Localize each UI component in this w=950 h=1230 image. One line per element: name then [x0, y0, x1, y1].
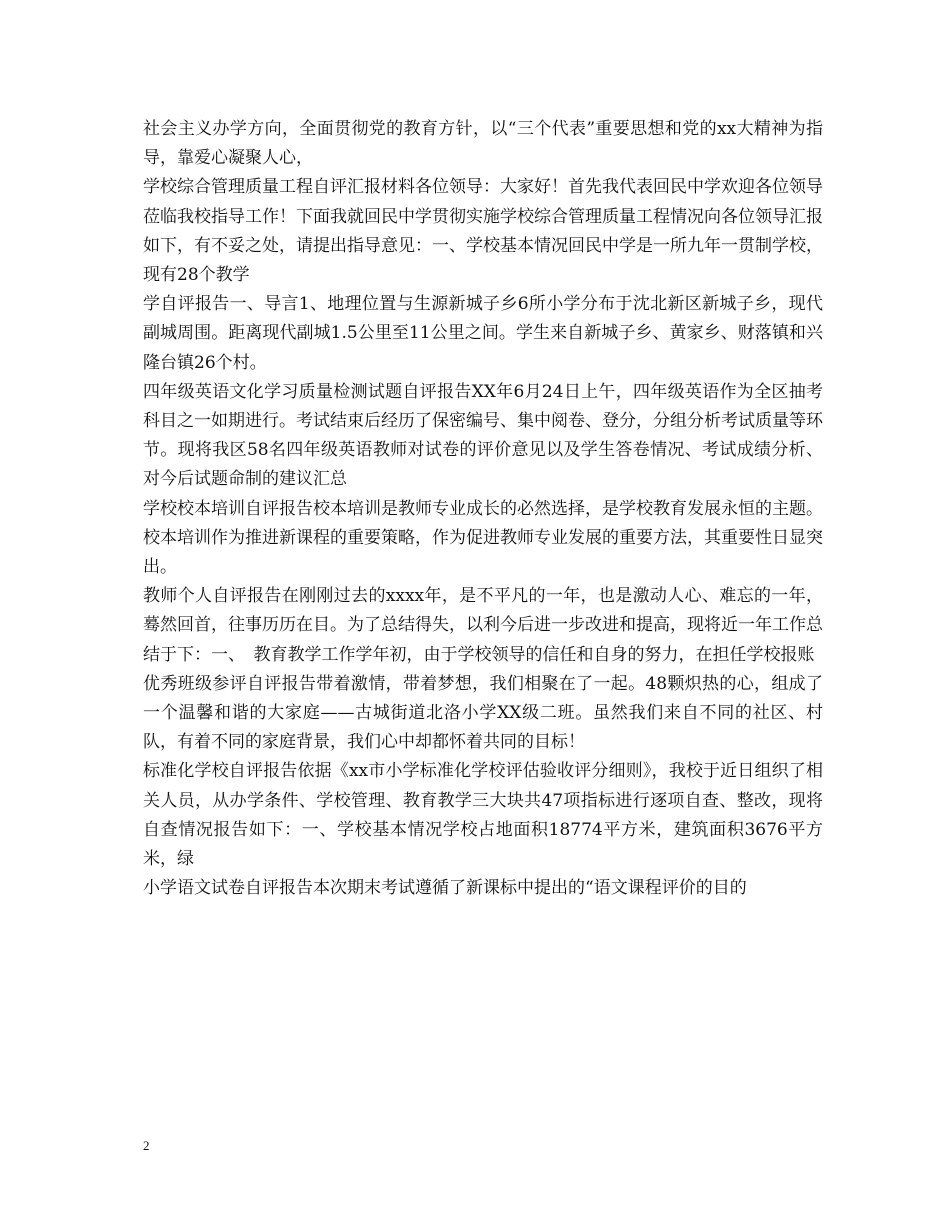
paragraph-1: 社会主义办学方向，全面贯彻党的教育方针，以“三个代表”重要思想和党的xx大精神为指导，靠爱心凝聚人心， [143, 119, 823, 169]
paragraph-2: 学校综合管理质量工程自评汇报材料各位领导：大家好！首先我代表回民中学欢迎各位领导莅临我校指导工作！下面我就回民中学贯彻实施学校综合管理质量工程情况向各位领导汇报如下，有不妥之处，请提出指导意见：一、学校基本情况回民中学是一所九年一贯制学校，现有28个教学 [143, 177, 823, 286]
paragraph-9: 小学语文试卷自评报告本次期末考试遵循了新课标中提出的“语文课程评价的目的 [143, 878, 747, 899]
paragraph-4: 四年级英语文化学习质量检测试题自评报告XX年6月24日上午，四年级英语作为全区抽考科目之一如期进行。考试结束后经历了保密编号、集中阅卷、登分，分组分析考试质量等环节。现将我区58名四年级英语教师对试卷的评价意见以及学生答卷情况、考试成绩分析、对今后试题命制的建议汇总 [143, 381, 823, 490]
page-number: 2 [143, 1138, 150, 1153]
paragraph-5: 学校校本培训自评报告校本培训是教师专业成长的必然选择，是学校教育发展永恒的主题。校本培训作为推进新课程的重要策略，作为促进教师专业发展的重要方法，其重要性日显突出。 [143, 498, 823, 578]
paragraph-3: 学自评报告一、导言1、地理位置与生源新城子乡6所小学分布于沈北新区新城子乡，现代副城周围。距离现代副城1.5公里至11公里之间。学生来自新城子乡、黄家乡、财落镇和兴隆台镇26个村。 [143, 294, 823, 373]
paragraph-7: 优秀班级参评自评报告带着激情，带着梦想，我们相聚在了一起。48颗炽热的心，组成了一个温馨和谐的大家庭——古城街道北洛小学XX级二班。虽然我们来自不同的社区、村队，有着不同的家庭背景，我们心中却都怀着共同的目标！ [143, 673, 823, 753]
paragraph-6: 教师个人自评报告在刚刚过去的xxxx年，是不平凡的一年，也是激动人心、难忘的一年，蓦然回首，往事历历在目。为了总结得失，以利今后进一步改进和提高，现将近一年工作总结于下：一、 教育教学工作学年初，由于学校领导的信任和自身的努力，在担任学校报账 [143, 586, 823, 665]
document-body [143, 115, 823, 903]
paragraph-8: 标准化学校自评报告依据《xx市小学标准化学校评估验收评分细则》，我校于近日组织了相关人员，从办学条件、学校管理、教育教学三大块共47项指标进行逐项自查、整改，现将自查情况报告如下：一、学校基本情况学校占地面积18774平方米，建筑面积3676平方米，绿 [143, 761, 823, 870]
